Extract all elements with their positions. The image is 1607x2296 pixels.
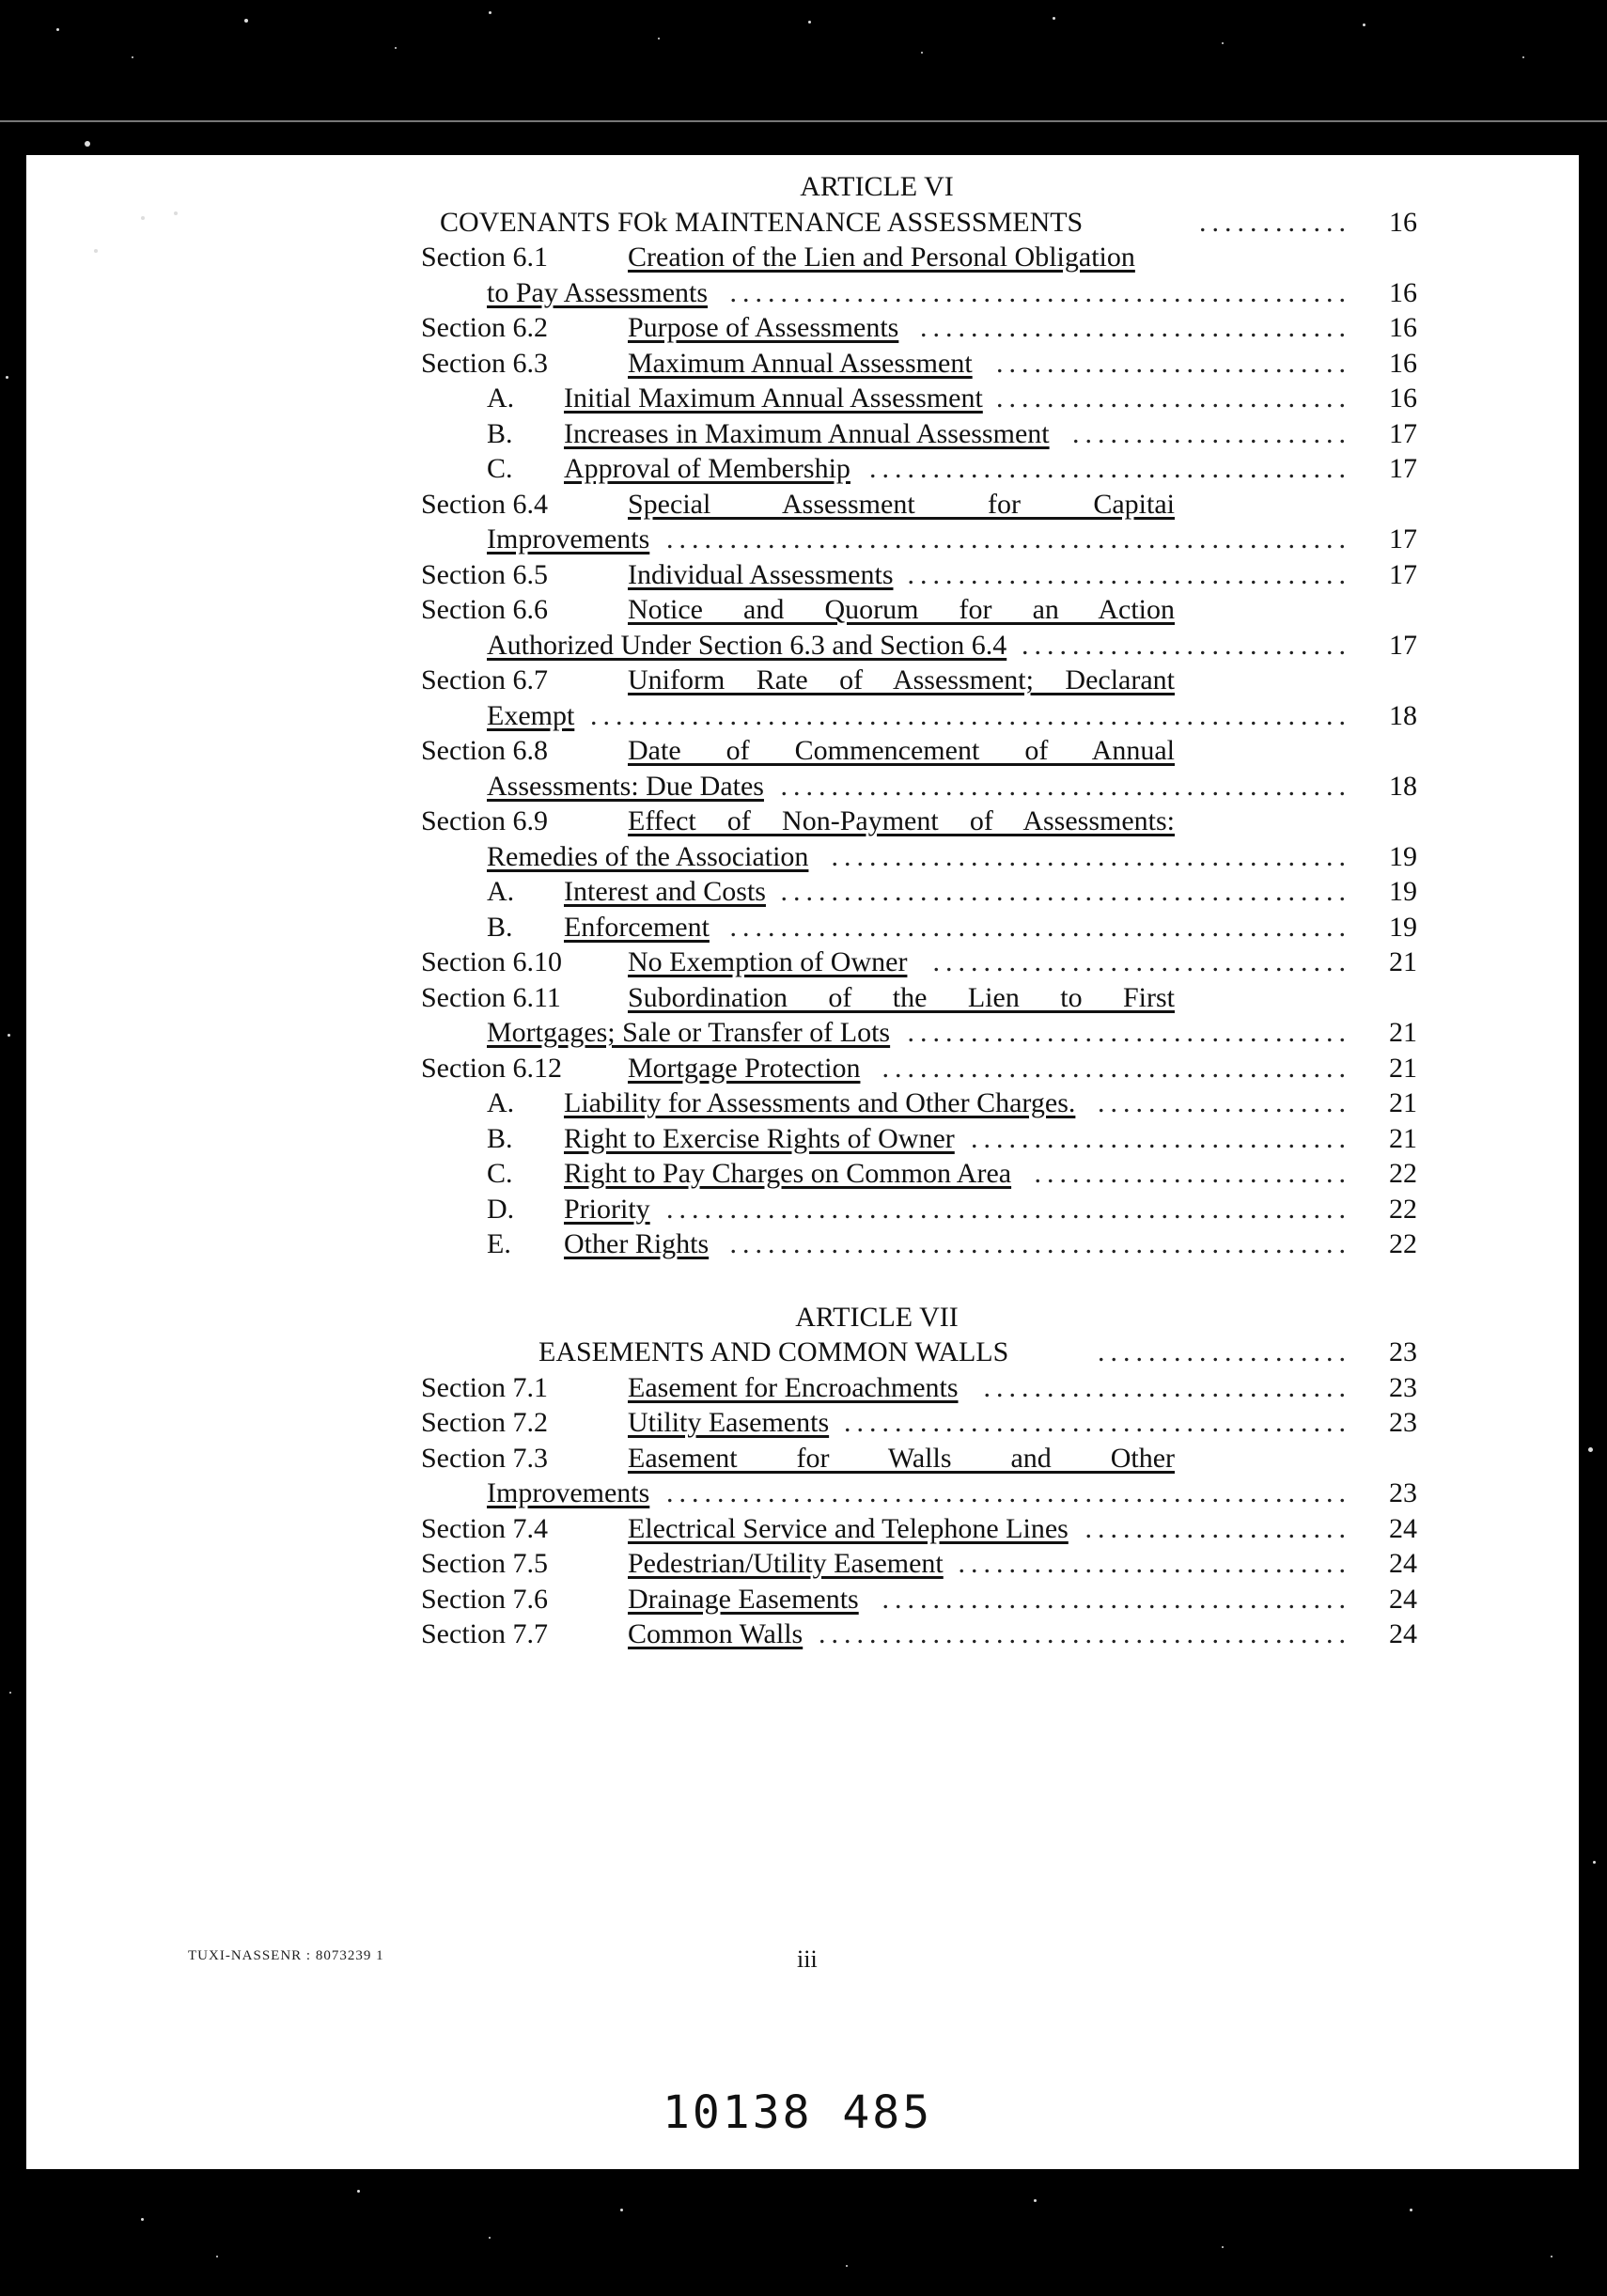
article-7-sections	[393, 1370, 1417, 1652]
toc-entry-label: B.	[487, 417, 513, 449]
toc-entry-title: Individual Assessments	[628, 558, 894, 590]
toc-entry	[393, 346, 1417, 382]
toc-entry-title-continued: Mortgages; Sale or Transfer of Lots	[487, 1017, 891, 1048]
toc-entry-title: Purpose of Assessments	[628, 312, 899, 343]
toc-entry-page: 16	[1389, 383, 1417, 414]
toc-entry-page: 21	[1389, 1087, 1417, 1118]
toc-entry-label: Section 7.6	[421, 1583, 548, 1615]
toc-entry-page: 16	[1389, 312, 1417, 343]
toc-entry-label: Section 7.4	[421, 1512, 548, 1544]
toc-entry-label: B.	[487, 911, 513, 943]
toc-entry-title: Right to Exercise Rights of Owner	[564, 1122, 955, 1154]
article-6-sections	[393, 240, 1417, 1262]
toc-entry-title: Other Rights	[564, 1228, 710, 1259]
page-number: iii	[797, 1945, 818, 1973]
toc-entry-label: Section 6.11	[421, 981, 561, 1013]
toc-entry-label: Section 6.10	[421, 946, 562, 977]
toc-entry	[393, 1226, 1417, 1262]
toc-entry	[393, 1370, 1417, 1406]
toc-entry-page: 19	[1389, 876, 1417, 907]
leader-dots: ....................	[1098, 1087, 1351, 1118]
toc-entry	[393, 910, 1417, 945]
toc-entry-page: 21	[1389, 1052, 1417, 1084]
scan-speck	[1034, 2199, 1037, 2202]
leader-dots: ......................................................	[666, 1477, 1351, 1508]
toc-entry-title: Maximum Annual Assessment	[628, 347, 973, 379]
leader-dots: ....................	[1098, 1336, 1351, 1367]
scan-speck	[244, 19, 248, 23]
toc-entry-page: 19	[1389, 911, 1417, 943]
leader-dots: ..........................................	[819, 1618, 1351, 1649]
toc-entry-title: Date of Commencement of Annual	[628, 735, 1175, 766]
toc-entry-page: 24	[1389, 1548, 1417, 1579]
toc-entry-title: Special Assessment for Capitai	[628, 488, 1175, 520]
toc-entry-continuation	[393, 1476, 1417, 1511]
toc-entry-title: Liability for Assessments and Other Charges.	[564, 1087, 1076, 1118]
toc-entry-label: Section 6.3	[421, 347, 548, 379]
toc-entry-title: Increases in Maximum Annual Assessment	[564, 417, 1050, 449]
leader-dots: .................................................	[729, 276, 1351, 308]
toc-entry-title: Right to Pay Charges on Common Area	[564, 1158, 1012, 1189]
toc-entry-page: 21	[1389, 1017, 1417, 1048]
leader-dots: ..................................	[920, 312, 1351, 343]
toc-entry-continuation	[393, 698, 1417, 734]
leader-dots: .........................	[1034, 1158, 1351, 1189]
toc-entry-label: Section 7.7	[421, 1618, 548, 1649]
toc-entry	[393, 310, 1417, 346]
leader-dots: ............................	[996, 383, 1351, 414]
document-id: TUXI-NASSENR : 8073239 1	[188, 1948, 384, 1963]
scan-speck	[216, 2256, 218, 2257]
toc-entry-page: 17	[1389, 523, 1417, 554]
article-6-title: COVENANTS FOk MAINTENANCE ASSESSMENTS	[440, 206, 1084, 238]
toc-entry-label: C.	[487, 453, 513, 484]
scan-speck	[489, 2237, 491, 2239]
scan-top-border	[0, 120, 1607, 122]
toc-entry-page: 24	[1389, 1618, 1417, 1649]
article-6-heading: ARTICLE VI	[800, 171, 954, 202]
toc-entry-label: Section 6.5	[421, 558, 548, 590]
toc-entry-label: Section 6.2	[421, 312, 548, 343]
toc-entry-title: Utility Easements	[628, 1407, 830, 1438]
toc-entry-title: Electrical Service and Telephone Lines	[628, 1512, 1069, 1544]
toc-entry-page: 24	[1389, 1583, 1417, 1615]
toc-entry-page: 16	[1389, 276, 1417, 308]
leader-dots: .................................................	[729, 1228, 1351, 1259]
toc-entry-label: Section 6.7	[421, 664, 548, 695]
toc-entry-page: 21	[1389, 1122, 1417, 1154]
toc-entry-label: Section 7.2	[421, 1407, 548, 1438]
toc-entry-label: E.	[487, 1228, 511, 1259]
toc-entry-label: A.	[487, 876, 515, 907]
toc-entry-page: 22	[1389, 1158, 1417, 1189]
leader-dots: ......................................................	[666, 523, 1351, 554]
toc-entry-page: 21	[1389, 946, 1417, 977]
scan-speck	[357, 2190, 360, 2193]
toc-entry-continuation	[393, 839, 1417, 875]
toc-entry	[393, 487, 1417, 523]
toc-entry	[393, 1617, 1417, 1652]
toc-entry-page: 23	[1389, 1477, 1417, 1508]
toc-entry	[393, 1086, 1417, 1121]
toc-entry-title-continued: Assessments: Due Dates	[487, 770, 764, 802]
leader-dots: .....................................	[882, 1583, 1351, 1615]
scan-speck	[141, 216, 145, 220]
toc-entry-title: Pedestrian/Utility Easement	[628, 1548, 944, 1579]
toc-entry-page: 17	[1389, 629, 1417, 661]
scan-speck	[132, 56, 133, 58]
scan-speck	[94, 249, 98, 253]
leader-dots: .............................................	[780, 876, 1351, 907]
toc-entry-page: 16	[1389, 347, 1417, 379]
toc-entry-label: Section 6.8	[421, 735, 548, 766]
scan-speck	[658, 38, 660, 39]
toc-entry	[393, 592, 1417, 628]
toc-entry-title: Creation of the Lien and Personal Obligation	[628, 242, 1135, 273]
toc-entry	[393, 240, 1417, 275]
article-7-page: 23	[1389, 1336, 1417, 1367]
leader-dots: .............................	[983, 1371, 1351, 1403]
article-6-title-row	[393, 205, 1417, 241]
toc-entry-continuation	[393, 628, 1417, 664]
toc-entry-title: Mortgage Protection	[628, 1052, 861, 1084]
toc-entry-continuation	[393, 769, 1417, 804]
article-7-title: EASEMENTS AND COMMON WALLS	[538, 1336, 1009, 1367]
toc-entry-title-continued: Improvements	[487, 1477, 650, 1508]
toc-entry-continuation	[393, 522, 1417, 557]
leader-dots: ..............................	[971, 1122, 1351, 1154]
toc-entry-title: Notice and Quorum for an Action	[628, 594, 1175, 625]
toc-entry	[393, 1511, 1417, 1547]
leader-dots: ..........................	[1022, 629, 1351, 661]
scan-speck	[395, 47, 397, 49]
scan-speck	[921, 52, 923, 54]
toc-entry	[393, 1546, 1417, 1582]
toc-entry-title: Enforcement	[564, 911, 710, 943]
scan-speck	[1410, 2209, 1412, 2211]
toc-entry	[393, 945, 1417, 980]
toc-entry-title-continued: Remedies of the Association	[487, 840, 809, 872]
toc-entry-page: 18	[1389, 699, 1417, 731]
leader-dots: .................................	[932, 946, 1351, 977]
toc-entry-page: 22	[1389, 1228, 1417, 1259]
toc-entry-label: D.	[487, 1193, 515, 1225]
leader-dots: ......................................	[869, 453, 1351, 484]
leader-dots: ...................................	[907, 558, 1351, 590]
toc-entry-label: C.	[487, 1158, 513, 1189]
scan-speck	[1593, 1861, 1596, 1864]
toc-entry-title: Initial Maximum Annual Assessment	[564, 383, 983, 414]
scan-speck	[141, 2218, 144, 2221]
toc-entry-title: Drainage Easements	[628, 1583, 859, 1615]
toc-entry-title: Approval of Membership	[564, 453, 850, 484]
scan-speck	[620, 2209, 623, 2211]
toc-entry-page: 17	[1389, 417, 1417, 449]
scan-speck	[1053, 17, 1055, 20]
scan-speck	[9, 1692, 11, 1694]
toc-entry-label: Section 7.3	[421, 1442, 548, 1474]
scan-speck	[174, 211, 178, 215]
leader-dots: ............................................................	[590, 699, 1351, 731]
table-of-contents	[393, 169, 1417, 1652]
leader-dots: .............................................	[780, 770, 1351, 802]
scan-speck	[846, 2265, 848, 2267]
leader-dots: ...............................	[958, 1548, 1351, 1579]
article-7-heading: ARTICLE VII	[795, 1301, 959, 1333]
toc-entry-page: 17	[1389, 453, 1417, 484]
scan-speck	[1363, 23, 1365, 26]
toc-entry	[393, 451, 1417, 487]
toc-entry-label: Section 6.6	[421, 594, 548, 625]
toc-entry-title: Uniform Rate of Assessment; Declarant	[628, 664, 1175, 695]
toc-entry	[393, 1156, 1417, 1192]
leader-dots: ........................................	[844, 1407, 1351, 1438]
toc-entry-title-continued: Exempt	[487, 699, 575, 731]
toc-entry-label: Section 6.1	[421, 242, 548, 273]
toc-entry-label: B.	[487, 1122, 513, 1154]
scan-speck	[1222, 2246, 1224, 2248]
toc-entry-page: 23	[1389, 1371, 1417, 1403]
toc-entry-label: Section 6.9	[421, 805, 548, 836]
toc-entry-page: 24	[1389, 1512, 1417, 1544]
toc-entry-title-continued: to Pay Assessments	[487, 276, 709, 308]
scan-speck	[808, 21, 811, 23]
leader-dots: ......................	[1072, 417, 1351, 449]
toc-entry	[393, 1192, 1417, 1227]
toc-entry	[393, 381, 1417, 416]
toc-entry	[393, 1051, 1417, 1086]
toc-entry-page: 18	[1389, 770, 1417, 802]
leader-dots: .........................................	[831, 840, 1351, 872]
toc-entry-label: A.	[487, 1087, 515, 1118]
toc-entry	[393, 804, 1417, 839]
toc-entry-continuation	[393, 1015, 1417, 1051]
toc-entry-label: Section 6.12	[421, 1052, 562, 1084]
leader-dots: .....................................	[882, 1052, 1351, 1084]
toc-entry-title: No Exemption of Owner	[628, 946, 908, 977]
scan-speck	[1551, 2256, 1552, 2257]
toc-entry-page: 17	[1389, 558, 1417, 590]
scan-speck	[56, 28, 59, 31]
scan-speck	[1588, 1447, 1593, 1452]
toc-entry-label: Section 6.4	[421, 488, 548, 520]
toc-entry	[393, 663, 1417, 698]
recording-stamp: 10138 485	[663, 2086, 933, 2139]
leader-dots: .....................	[1084, 1512, 1351, 1544]
toc-entry-title: Priority	[564, 1193, 650, 1225]
toc-entry	[393, 733, 1417, 769]
scan-speck	[85, 141, 90, 147]
toc-entry-label: Section 7.5	[421, 1548, 548, 1579]
toc-entry-continuation	[393, 275, 1417, 311]
scan-speck	[489, 11, 491, 14]
leader-dots: ...................................	[907, 1017, 1351, 1048]
toc-entry-title: Easement for Encroachments	[628, 1371, 959, 1403]
leader-dots: ......................................................	[666, 1193, 1351, 1225]
toc-entry-label: A.	[487, 383, 515, 414]
toc-entry-title: Subordination of the Lien to First	[628, 981, 1175, 1013]
leader-dots: ............	[1199, 206, 1351, 238]
leader-dots: .................................................	[729, 911, 1351, 943]
toc-entry	[393, 557, 1417, 593]
toc-entry-title: Easement for Walls and Other	[628, 1442, 1175, 1474]
scan-speck	[1522, 56, 1524, 58]
toc-entry-page: 23	[1389, 1407, 1417, 1438]
article-7-title-row	[393, 1335, 1417, 1370]
toc-entry-title: Common Walls	[628, 1618, 804, 1649]
toc-entry-page: 22	[1389, 1193, 1417, 1225]
toc-entry-title-continued: Authorized Under Section 6.3 and Section 6.4	[487, 629, 1007, 661]
scan-speck	[6, 376, 8, 379]
toc-entry	[393, 416, 1417, 452]
toc-entry	[393, 1441, 1417, 1476]
toc-entry	[393, 874, 1417, 910]
toc-entry-title: Effect of Non-Payment of Assessments:	[628, 805, 1175, 836]
scan-speck	[8, 1034, 10, 1037]
article-6-page: 16	[1389, 206, 1417, 238]
toc-entry	[393, 980, 1417, 1016]
toc-entry-label: Section 7.1	[421, 1371, 548, 1403]
scan-speck	[1222, 42, 1224, 44]
toc-entry	[393, 1582, 1417, 1617]
toc-entry	[393, 1121, 1417, 1157]
toc-entry-page: 19	[1389, 840, 1417, 872]
toc-entry-title-continued: Improvements	[487, 523, 650, 554]
leader-dots: ............................	[996, 347, 1351, 379]
toc-entry	[393, 1405, 1417, 1441]
toc-entry-title: Interest and Costs	[564, 876, 766, 907]
